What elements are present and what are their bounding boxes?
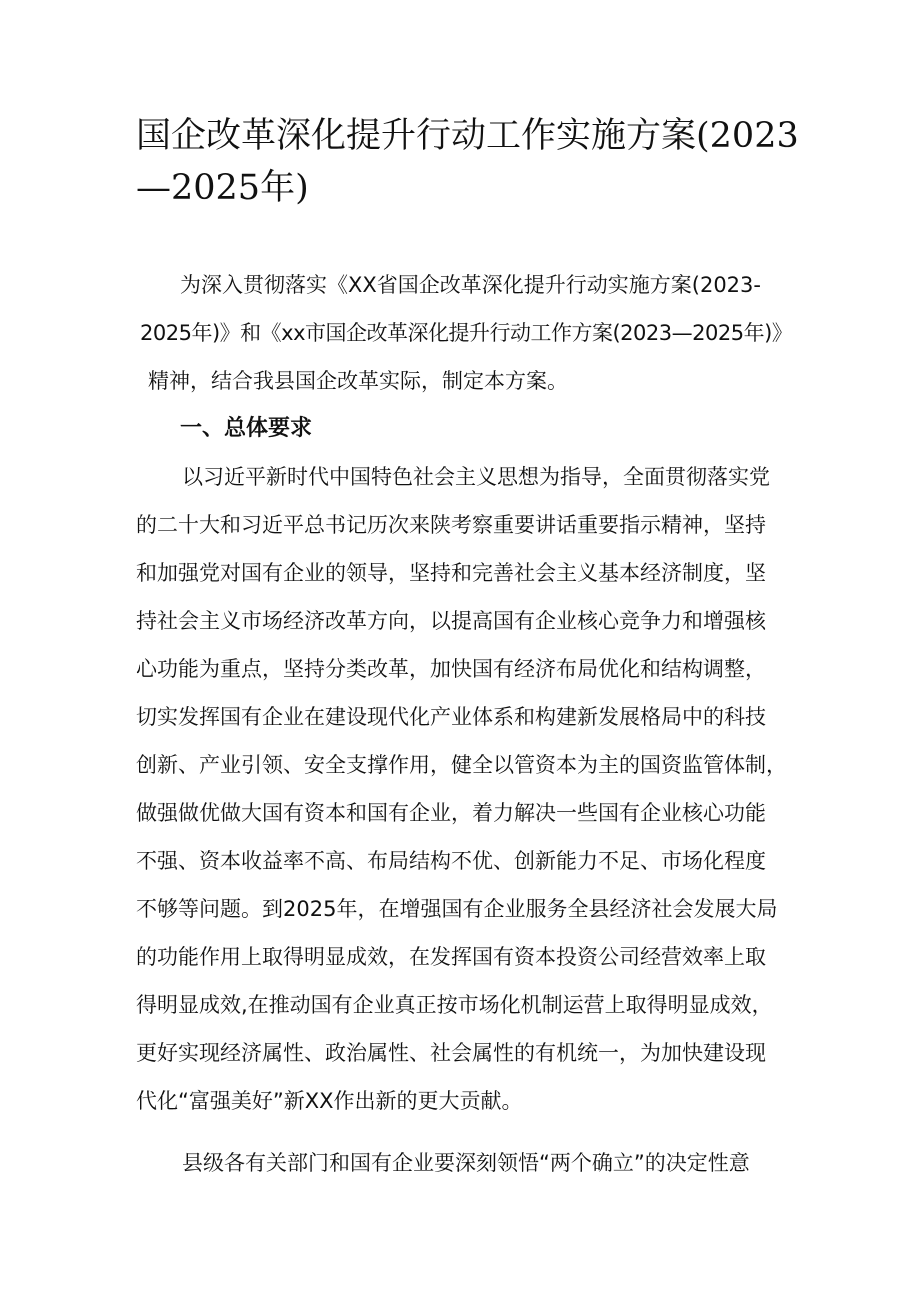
section-heading: 一、总体要求 <box>180 416 313 441</box>
section1-line-10: 不够等问题。到2025年，在增强国有企业服务全县经济社会发展大局 <box>136 897 778 921</box>
section1-line-7: 创新、产业引领、安全支撑作用，健全以管资本为主的国资监管体制， <box>136 753 787 777</box>
section1-line-14: 代化“富强美好”新XX作出新的更大贡献。 <box>136 1089 523 1113</box>
section1-line-1: 以习近平新时代中国特色社会主义思想为指导，全面贯彻落实党 <box>182 465 770 489</box>
intro-line-3: 精神，结合我县国企改革实际，制定本方案。 <box>148 369 568 393</box>
section1-line-8: 做强做优做大国有资本和国有企业，着力解决一些国有企业核心功能 <box>136 801 766 825</box>
title-line-1: 国企改革深化提升行动工作实施方案(2023 <box>136 116 799 156</box>
intro-line-2: 2025年)》和《xx市国企改革深化提升行动工作方案(2023—2025年)》 <box>140 321 793 345</box>
document-title <box>136 110 799 214</box>
paragraph2-line-1: 县级各有关部门和国有企业要深刻领悟“两个确立”的决定性意 <box>182 1151 750 1175</box>
section1-line-3: 和加强党对国有企业的领导，坚持和完善社会主义基本经济制度，坚 <box>136 561 766 585</box>
section1-line-2: 的二十大和习近平总书记历次来陕考察重要讲话重要指示精神，坚持 <box>136 513 766 537</box>
section1-line-6: 切实发挥国有企业在建设现代化产业体系和构建新发展格局中的科技 <box>136 705 766 729</box>
section1-line-5: 心功能为重点，坚持分类改革，加快国有经济布局优化和结构调整， <box>136 657 766 681</box>
section1-line-13: 更好实现经济属性、政治属性、社会属性的有机统一，为加快建设现 <box>136 1041 766 1065</box>
section1-line-12: 得明显成效,在推动国有企业真正按市场化机制运营上取得明显成效， <box>136 993 773 1017</box>
section1-line-4: 持社会主义市场经济改革方向，以提高国有企业核心竞争力和增强核 <box>136 609 766 633</box>
title-line-2: —2025年) <box>136 168 309 208</box>
intro-line-1: 为深入贯彻落实《XX省国企改革深化提升行动实施方案(2023- <box>180 273 761 297</box>
section1-line-9: 不强、资本收益率不高、布局结构不优、创新能力不足、市场化程度 <box>136 849 766 873</box>
section1-line-11: 的功能作用上取得明显成效，在发挥国有资本投资公司经营效率上取 <box>136 945 766 969</box>
